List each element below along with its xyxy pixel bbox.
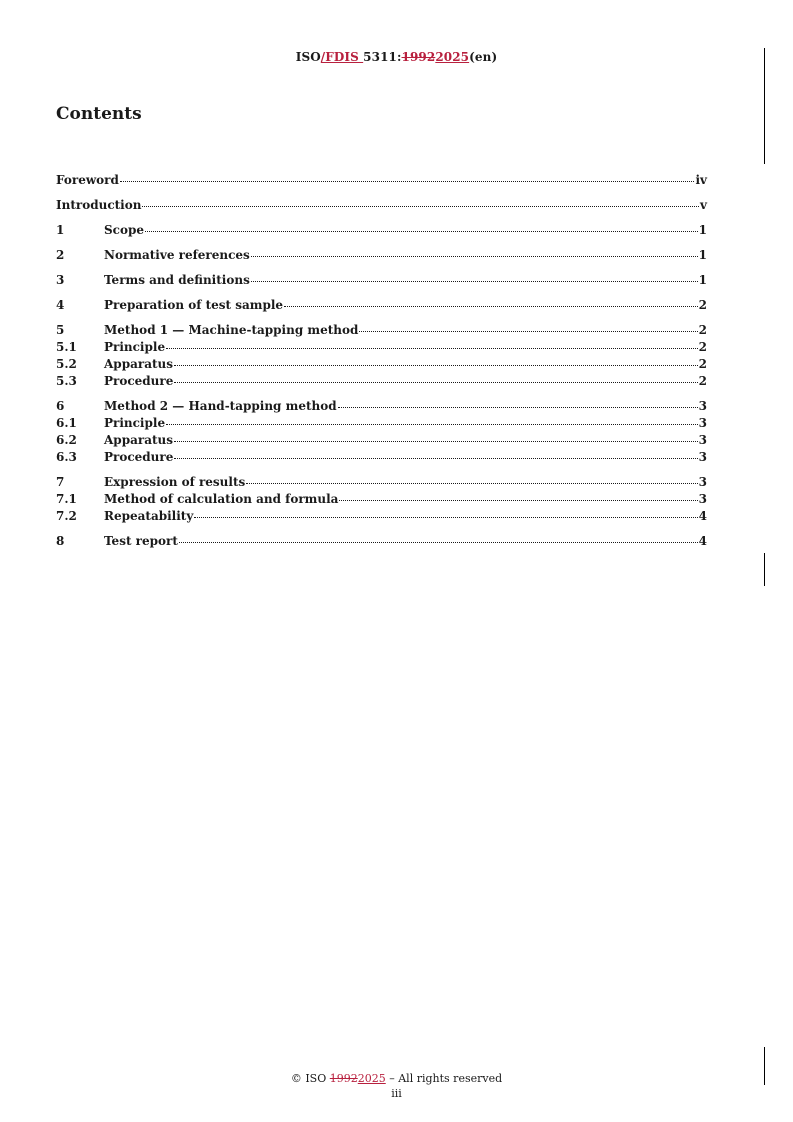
toc-page-number: 1 (698, 223, 707, 237)
header-deleted-year: 1992 (401, 50, 436, 64)
toc-leader (246, 482, 697, 484)
toc-entry-5-2[interactable] (56, 356, 707, 373)
toc-label: Terms and definitions (104, 273, 250, 287)
page-number: iii (391, 1087, 402, 1100)
toc-entry-6-2[interactable] (56, 432, 707, 449)
toc-leader (179, 541, 698, 543)
copyright-line (0, 1071, 793, 1086)
toc-number: 5.2 (56, 357, 77, 371)
toc-label: Apparatus (104, 357, 173, 371)
toc-label: Repeatability (104, 509, 194, 523)
table-of-contents (56, 172, 707, 550)
toc-entry-7-1[interactable] (56, 491, 707, 508)
toc-number: 6.2 (56, 433, 77, 447)
toc-number: 3 (56, 273, 65, 287)
toc-leader (251, 255, 698, 257)
toc-page-number: 2 (698, 357, 707, 371)
toc-page-number: 4 (698, 534, 707, 548)
toc-entry-5-3[interactable] (56, 373, 707, 390)
toc-leader (251, 280, 698, 282)
toc-label: Scope (104, 223, 145, 237)
toc-entry-5[interactable] (56, 322, 707, 339)
header-number: 5311: (363, 50, 402, 64)
toc-label: Method of calculation and formula (104, 492, 339, 506)
footer-inserted-year: 2025 (357, 1072, 386, 1085)
toc-number: 5.3 (56, 374, 77, 388)
toc-page-number: v (700, 198, 707, 212)
toc-entry-2[interactable] (56, 247, 707, 264)
page-title: Contents (56, 104, 142, 124)
toc-number: 5 (56, 323, 65, 337)
toc-leader (120, 180, 695, 182)
toc-label: Method 2 — Hand-tapping method (104, 399, 337, 413)
change-bar-middle (764, 553, 765, 586)
toc-leader (194, 516, 697, 518)
toc-number: 7.2 (56, 509, 77, 523)
toc-page-number: 3 (698, 433, 707, 447)
toc-page-number: 3 (698, 399, 707, 413)
toc-page-number: 2 (698, 340, 707, 354)
toc-entry-introduction[interactable] (56, 197, 707, 214)
toc-entry-7-2[interactable] (56, 508, 707, 525)
toc-entry-foreword[interactable] (56, 172, 707, 189)
toc-number: 8 (56, 534, 65, 548)
toc-entry-8[interactable] (56, 533, 707, 550)
toc-page-number: 4 (698, 509, 707, 523)
toc-leader (174, 457, 697, 459)
toc-page-number: 2 (698, 374, 707, 388)
toc-leader (338, 406, 698, 408)
toc-number: 6 (56, 399, 65, 413)
toc-leader (339, 499, 697, 501)
header-suffix: (en) (469, 50, 498, 64)
toc-entry-6-1[interactable] (56, 415, 707, 432)
toc-page-number: 1 (698, 248, 707, 262)
toc-label: Procedure (104, 374, 174, 388)
toc-page-number: iv (695, 173, 707, 187)
toc-label: Principle (104, 340, 166, 354)
header-inserted-year: 2025 (435, 50, 470, 64)
toc-leader (359, 330, 697, 332)
toc-number: 7.1 (56, 492, 77, 506)
toc-page-number: 3 (698, 492, 707, 506)
toc-number: 6.1 (56, 416, 77, 430)
toc-number: 1 (56, 223, 65, 237)
toc-number: 6.3 (56, 450, 77, 464)
toc-page-number: 3 (698, 450, 707, 464)
toc-page-number: 3 (698, 475, 707, 489)
toc-leader (145, 230, 698, 232)
toc-number: 4 (56, 298, 65, 312)
document-footer (0, 1071, 793, 1101)
toc-leader (166, 423, 698, 425)
footer-deleted-year: 1992 (329, 1072, 358, 1085)
toc-page-number: 2 (698, 298, 707, 312)
change-bar-top (764, 48, 765, 164)
toc-entry-6-3[interactable] (56, 449, 707, 466)
toc-leader (166, 347, 698, 349)
toc-leader (174, 381, 697, 383)
toc-label: Introduction (56, 198, 142, 212)
toc-entry-3[interactable] (56, 272, 707, 289)
toc-label: Method 1 — Machine-tapping method (104, 323, 359, 337)
toc-entry-4[interactable] (56, 297, 707, 314)
toc-leader (142, 205, 699, 207)
toc-number: 2 (56, 248, 65, 262)
document-header (0, 50, 793, 64)
toc-entry-5-1[interactable] (56, 339, 707, 356)
toc-number: 7 (56, 475, 65, 489)
toc-page-number: 2 (698, 323, 707, 337)
toc-entry-1[interactable] (56, 222, 707, 239)
toc-leader (284, 305, 698, 307)
header-prefix: ISO (295, 50, 321, 64)
toc-page-number: 3 (698, 416, 707, 430)
toc-page-number: 1 (698, 273, 707, 287)
toc-label: Preparation of test sample (104, 298, 284, 312)
toc-label: Expression of results (104, 475, 246, 489)
header-inserted-fdis: /FDIS (320, 50, 364, 64)
toc-number: 5.1 (56, 340, 77, 354)
toc-label: Principle (104, 416, 166, 430)
toc-entry-6[interactable] (56, 398, 707, 415)
toc-label: Foreword (56, 173, 119, 187)
toc-leader (174, 440, 698, 442)
copyright-text: © ISO (290, 1072, 330, 1085)
toc-label: Test report (104, 534, 178, 548)
toc-leader (174, 364, 698, 366)
toc-label: Apparatus (104, 433, 173, 447)
rights-text: – All rights reserved (385, 1072, 503, 1085)
toc-entry-7[interactable] (56, 474, 707, 491)
toc-label: Procedure (104, 450, 174, 464)
toc-label: Normative references (104, 248, 250, 262)
